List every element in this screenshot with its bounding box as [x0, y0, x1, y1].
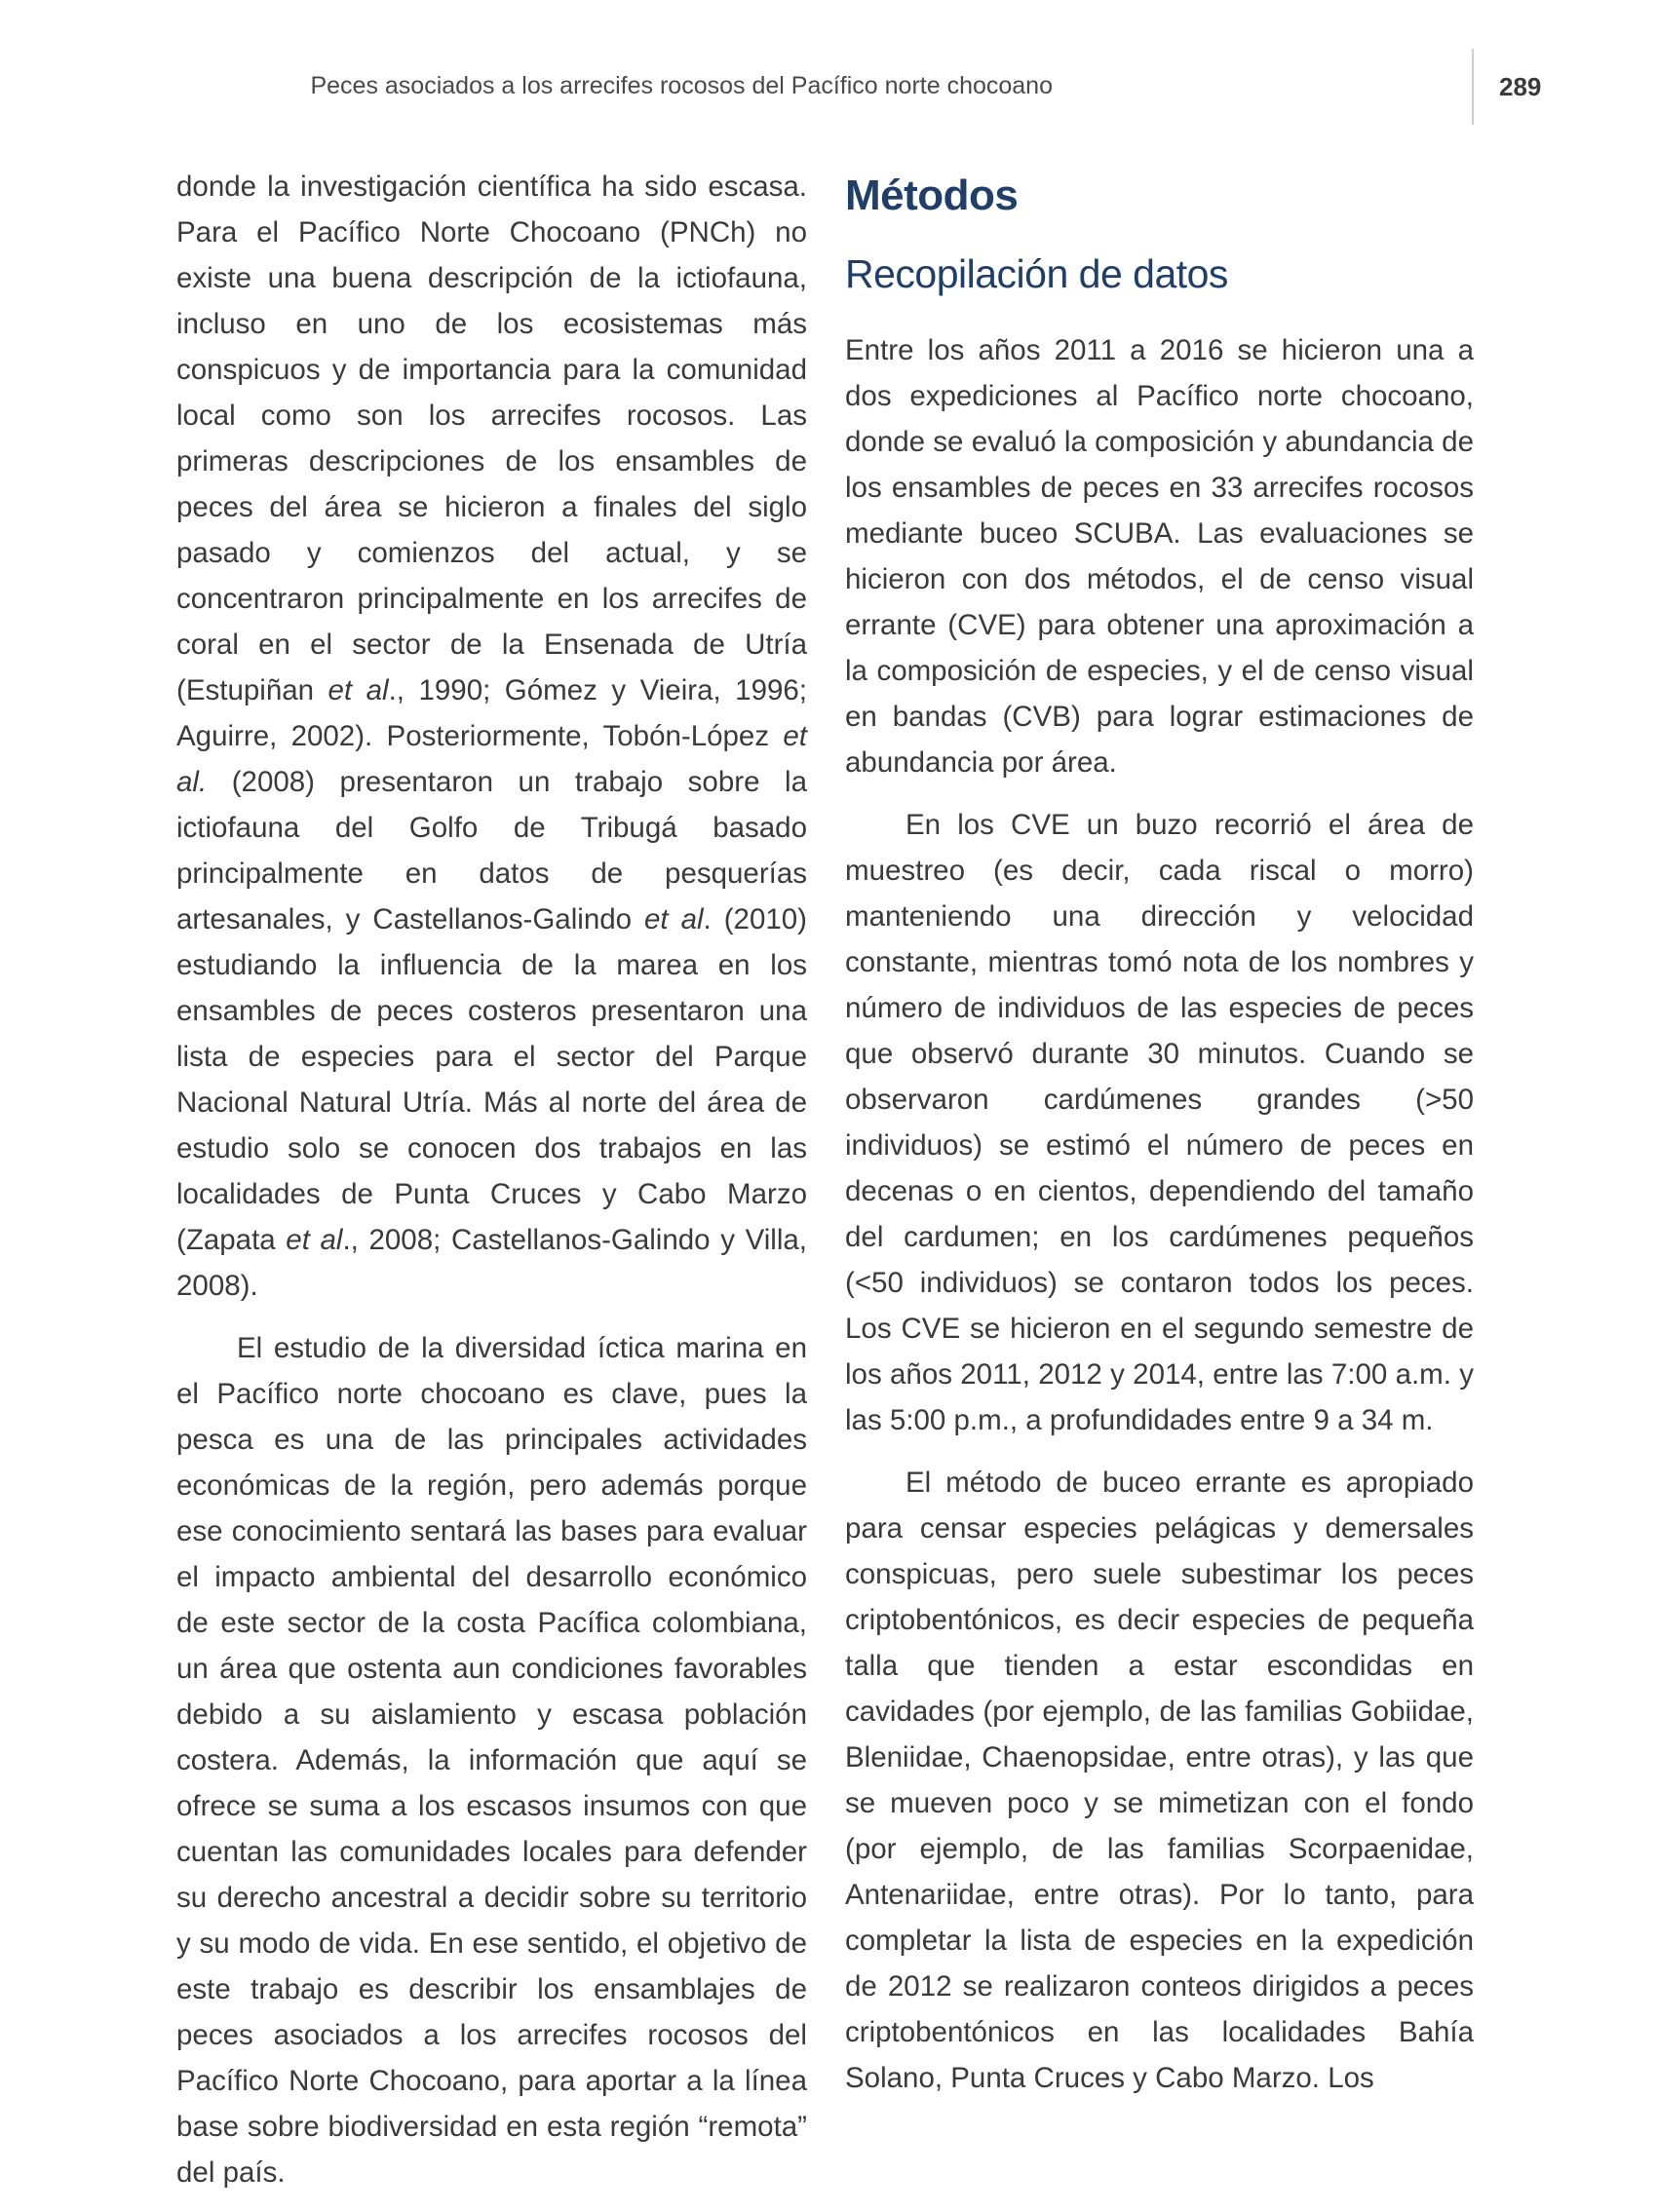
running-head: Peces asociados a los arrecifes rocosos del Pacífico norte chocoano [310, 72, 1053, 99]
right-paragraph-1: Entre los años 2011 a 2016 se hicieron una a dos expediciones al Pacífico norte chocoano, donde se evaluó la composición y abundancia de los ensambles de peces en 33 arrecifes rocosos mediante buceo SCUBA. Las evaluaciones se hicieron con dos métodos, el de censo visual errante (CVE) para obtener una aproximación a la composición de especies, y el de censo visual en bandas (CVB) para lograr estimaciones de abundancia por área. [845, 334, 1474, 779]
right-column [845, 162, 1474, 2117]
left-p1-etal-3: et al [644, 903, 704, 935]
left-p1-etal-4: et al [286, 1224, 343, 1256]
left-p1-text-e: ., 2008; Castellanos-Galindo y Villa, 2008). [176, 1224, 807, 1302]
header-divider [1472, 49, 1474, 125]
left-paragraph-2: El estudio de la diversidad íctica marina en el Pacífico norte chocoano es clave, pues la pesca es una de las principales actividades económicas de la región, pero además porque ese conocimiento sentará las bases para evaluar el impacto ambiental del desarrollo económico de este sector de la costa Pacífica colombiana, un área que ostenta aun condiciones favorables debido a su aislamiento y escasa población costera. Además, la información que aquí se ofrece se suma a los escasos insumos con que cuentan las comunidades locales para defender su derecho ancestral a decidir sobre su territorio y su modo de vida. En ese sentido, el objetivo de este trabajo es describir los ensamblajes de peces asociados a los arrecifes rocosos del Pacífico Norte Chocoano, para aportar a la línea base sobre biodiversidad en esta región “remota” del país. [176, 1332, 807, 2189]
subsection-title: Recopilación de datos [845, 251, 1228, 296]
left-p1-text-a: donde la investigación científica ha sido escasa. Para el Pacífico Norte Chocoano (PNCh) no existe una buena descripción de la ictiofauna, incluso en uno de los ecosistemas más conspicuos y de importancia para la comunidad local como son los arrecifes rocosos. Las primeras descripciones de los ensambles de peces del área se hicieron a finales del siglo pasado y comienzos del actual, y se concentraron principalmente en los arrecifes de coral en el sector de la Ensenada de Utría (Estupiñan [176, 171, 807, 706]
page-number: 289 [1499, 72, 1542, 101]
left-column [176, 164, 807, 2212]
section-title: Métodos [845, 172, 1019, 219]
left-p1-text-d: . (2010) estudiando la influencia de la marea en los ensambles de peces costeros presentaron una lista de especies para el sector del Parque Nacional Natural Utría. Más al norte del área de estudio solo se conocen dos trabajos en las localidades de Punta Cruces y Cabo Marzo (Zapata [176, 903, 807, 1256]
left-paragraph-1 [176, 164, 807, 1309]
right-paragraph-2: En los CVE un buzo recorrió el área de muestreo (es decir, cada riscal o morro) manteniendo una dirección y velocidad constante, mientras tomó nota de los nombres y número de individuos de las especies de peces que observó durante 30 minutos. Cuando se observaron cardúmenes grandes (>50 individuos) se estimó el número de peces en decenas o en cientos, dependiendo del tamaño del cardumen; en los cardúmenes pequeños (<50 individuos) se contaron todos los peces. Los CVE se hicieron en el segundo semestre de los años 2011, 2012 y 2014, entre las 7:00 a.m. y las 5:00 p.m., a profundidades entre 9 a 34 m. [845, 809, 1474, 1436]
left-p1-text-b: ., 1990; Gómez y Vieira, 1996; Aguirre, 2002). Posteriormente, Tobón-López [176, 674, 808, 752]
left-p1-text-c: (2008) presentaron un trabajo sobre la ictiofauna del Golfo de Tribugá basado principalmente en datos de pesquerías artesanales, y Castellanos-Galindo [176, 766, 807, 935]
right-paragraph-3: El método de buceo errante es apropiado para censar especies pelágicas y demersales conspicuas, pero suele subestimar los peces criptobentónicos, es decir especies de pequeña talla que tienden a estar escondidas en cavidades (por ejemplo, de las familias Gobiidae, Bleniidae, Chaenopsidae, entre otras), y las que se mueven poco y se mimetizan con el fondo (por ejemplo, de las familias Scorpaenidae, Antenariidae, entre otras). Por lo tanto, para completar la lista de especies en la expedición de 2012 se realizaron conteos dirigidos a peces criptobentónicos en las localidades Bahía Solano, Punta Cruces y Cabo Marzo. Los [845, 1467, 1474, 2094]
left-p1-etal-1: et al [328, 674, 389, 706]
left-p1-etal-2: et al. [176, 720, 807, 798]
